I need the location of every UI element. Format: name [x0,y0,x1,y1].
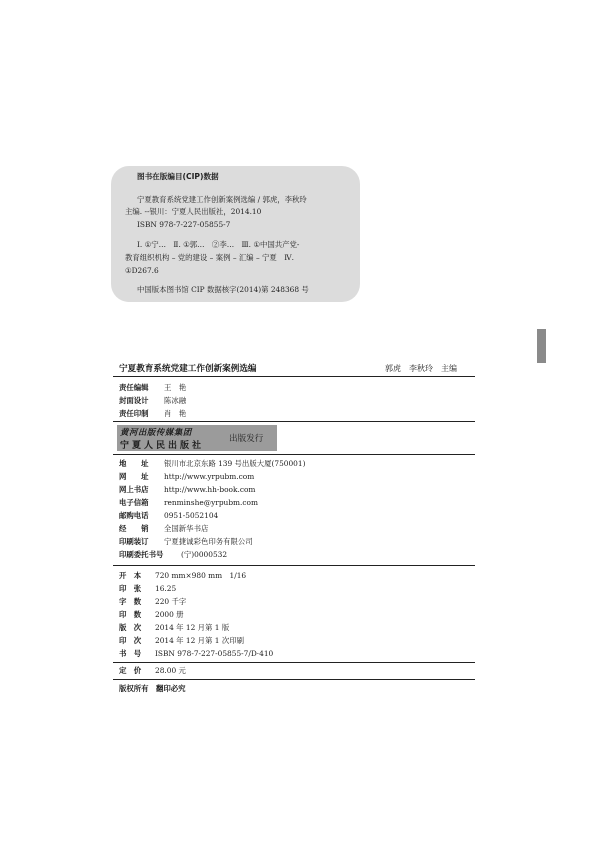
cip-line: ①D267.6 [125,266,159,275]
contact-value: 银川市北京东路 139 号出版大厦(750001) [164,459,306,468]
spec-label: 印 张 [119,584,142,593]
editor-value: 王 艳 [164,383,187,392]
editor-label: 封面设计 [119,396,149,405]
publisher-press: 宁夏人民出版社 [120,441,205,451]
spec-value: 2000 册 [155,610,184,619]
cip-record-number: 中国版本图书馆 CIP 数据核字(2014)第 248368 号 [137,285,309,294]
contact-value: (宁)0000532 [181,550,228,559]
divider [113,662,475,663]
spec-value: 16.25 [155,584,177,593]
contact-value: 全国新华书店 [164,524,209,533]
spec-label: 字 数 [119,597,142,606]
spec-value: 220 千字 [155,597,187,606]
contact-value: http://www.yrpubm.com [164,472,255,481]
publisher-issue: 出版发行 [229,434,264,444]
contact-value: http://www.hh-book.com [164,485,256,494]
contact-label: 网 址 [119,472,149,481]
cip-line: 主编. --银川：宁夏人民出版社，2014.10 [125,207,262,216]
divider [113,421,475,422]
book-authors: 郭虎 李秋玲 主编 [385,364,457,373]
spec-value: 2014 年 12 月第 1 次印刷 [155,636,245,645]
page-edge-tab [537,329,546,363]
editor-label: 责任印制 [119,409,149,418]
contact-value: 0951-5052104 [164,511,219,520]
spec-label: 印 次 [119,636,142,645]
cip-isbn: ISBN 978-7-227-05855-7 [137,220,231,229]
book-title: 宁夏教育系统党建工作创新案例选编 [119,364,257,374]
spec-value: ISBN 978-7-227-05855-7/D·410 [155,649,274,658]
contact-label: 邮购电话 [119,511,149,520]
cip-data-box [111,166,360,302]
contact-label: 印刷装订 [119,537,149,546]
contact-label: 地 址 [119,459,149,468]
divider [113,454,475,455]
editor-value: 陈冰融 [164,396,187,405]
contact-label: 网上书店 [119,485,149,494]
publisher-logo [117,425,277,451]
copyright-notice: 版权所有 翻印必究 [119,684,186,693]
contact-value: renminshe@yrpubm.com [164,498,258,507]
spec-label: 书 号 [119,649,142,658]
contact-label: 经 销 [119,524,149,533]
divider [113,376,475,377]
cip-line: 宁夏教育系统党建工作创新案例选编 / 郭虎，李秋玲 [137,195,307,204]
price-value: 28.00 元 [155,666,186,675]
spec-label: 开 本 [119,571,142,580]
contact-value: 宁夏捷诚彩色印务有限公司 [164,537,253,546]
divider [113,565,475,566]
publisher-group: 黄河出版传媒集团 [120,427,192,437]
contact-label: 印刷委托书号 [119,550,164,559]
price-label: 定 价 [119,666,142,675]
contact-label: 电子信箱 [119,498,149,507]
cip-line: 教育组织机构 – 党的建设 – 案例 – 汇编 – 宁夏 Ⅳ. [125,253,294,262]
spec-value: 720 mm×980 mm 1/16 [155,571,247,580]
cip-line: Ⅰ. ①宁… Ⅱ. ①郭… ②李… Ⅲ. ①中国共产党- [137,240,300,249]
editor-label: 责任编辑 [119,383,149,392]
cip-title: 图书在版编目(CIP)数据 [137,172,219,181]
spec-label: 版 次 [119,623,142,632]
divider [113,679,475,680]
spec-label: 印 数 [119,610,142,619]
spec-value: 2014 年 12 月第 1 版 [155,623,230,632]
editor-value: 肖 艳 [164,409,187,418]
